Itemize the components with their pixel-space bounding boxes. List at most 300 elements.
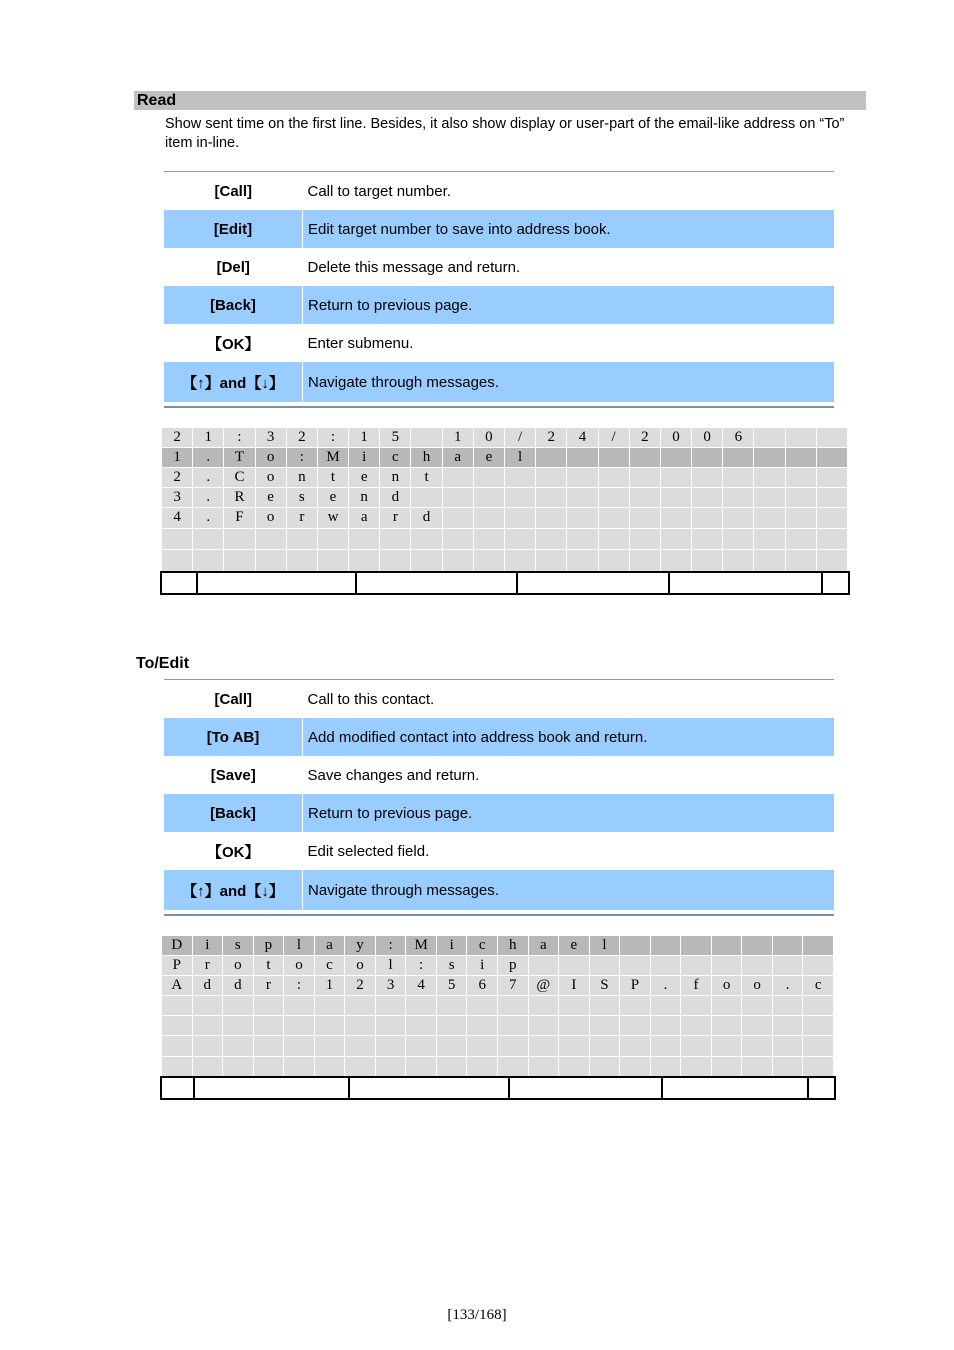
lcd-cell xyxy=(773,936,804,956)
lcd-cell: d xyxy=(223,976,254,996)
table-row xyxy=(164,680,834,718)
key-label: 【OK】 xyxy=(206,335,260,353)
lcd-cell: 4 xyxy=(567,428,598,448)
lcd-cell: a xyxy=(349,508,380,529)
lcd-cell xyxy=(803,956,834,976)
lcd-cell: P xyxy=(620,976,651,996)
lcd-cell xyxy=(349,529,380,550)
lcd-cell xyxy=(315,1016,346,1036)
lcd-cell xyxy=(817,529,848,550)
lcd-cell xyxy=(773,956,804,976)
lcd-cell xyxy=(443,488,474,508)
lcd-cell xyxy=(345,1057,376,1078)
softkey-slot xyxy=(663,1078,809,1098)
lcd-cell xyxy=(786,468,817,488)
lcd-cell: c xyxy=(315,956,346,976)
lcd-cell: 2 xyxy=(162,468,193,488)
softkey-slot xyxy=(350,1078,510,1098)
lcd-cell xyxy=(692,448,723,468)
lcd-cell: 2 xyxy=(162,428,193,448)
lcd-cell: e xyxy=(318,488,349,508)
lcd-cell xyxy=(599,488,630,508)
lcd-cell xyxy=(567,468,598,488)
lcd-cell: o xyxy=(256,468,287,488)
lcd-cell: d xyxy=(193,976,224,996)
lcd-cell: 0 xyxy=(661,428,692,448)
table-bottom-rule xyxy=(164,914,834,916)
lcd-cell xyxy=(599,550,630,572)
lcd-cell: t xyxy=(254,956,285,976)
lcd-cell xyxy=(786,550,817,572)
lcd-cell xyxy=(193,1016,224,1036)
lcd-cell xyxy=(661,468,692,488)
lcd-cell: n xyxy=(380,468,411,488)
lcd-cell: : xyxy=(318,428,349,448)
key-label: [Back] xyxy=(164,286,303,324)
lcd-cell xyxy=(315,1057,346,1078)
lcd-cell xyxy=(162,1057,193,1078)
lcd-cell xyxy=(630,488,661,508)
key-description: Enter submenu. xyxy=(307,334,414,352)
softkey-slot xyxy=(823,573,848,593)
lcd-cell xyxy=(723,550,754,572)
lcd-cell xyxy=(256,529,287,550)
lcd-cell: 3 xyxy=(162,488,193,508)
lcd-cell xyxy=(406,1036,437,1057)
lcd-cell xyxy=(630,508,661,529)
lcd-cell xyxy=(443,529,474,550)
lcd-cell xyxy=(651,1016,682,1036)
lcd-cell xyxy=(349,550,380,572)
lcd-cell: a xyxy=(529,936,560,956)
lcd-cell xyxy=(712,996,743,1016)
section-title-to-edit: To/Edit xyxy=(136,655,190,672)
lcd-cell: e xyxy=(256,488,287,508)
read-key-table xyxy=(164,172,834,402)
lcd-cell xyxy=(723,508,754,529)
key-label: [Del] xyxy=(216,258,250,276)
lcd-cell: S xyxy=(590,976,621,996)
lcd-cell: p xyxy=(498,956,529,976)
lcd-cell xyxy=(536,529,567,550)
lcd-cell xyxy=(712,1016,743,1036)
lcd-cell: 0 xyxy=(474,428,505,448)
lcd-cell: C xyxy=(224,468,255,488)
lcd-cell xyxy=(284,996,315,1016)
lcd-cell xyxy=(817,428,848,448)
lcd-cell: . xyxy=(193,508,224,529)
key-description: Call to this contact. xyxy=(307,690,435,708)
lcd-cell xyxy=(817,448,848,468)
lcd-cell: I xyxy=(559,976,590,996)
lcd-cell: t xyxy=(318,468,349,488)
lcd-cell: d xyxy=(411,508,442,529)
lcd-cell: l xyxy=(284,936,315,956)
lcd-cell xyxy=(681,1036,712,1057)
lcd-cell xyxy=(162,529,193,550)
lcd-cell xyxy=(681,936,712,956)
lcd-cell xyxy=(193,550,224,572)
lcd-cell: s xyxy=(287,488,318,508)
lcd-cell xyxy=(406,996,437,1016)
table-row xyxy=(164,324,834,362)
lcd-cell: / xyxy=(599,428,630,448)
lcd-cell xyxy=(630,448,661,468)
lcd-cell xyxy=(773,1057,804,1078)
lcd-cell: : xyxy=(376,936,407,956)
softkey-slot xyxy=(809,1078,834,1098)
lcd-cell xyxy=(559,1036,590,1057)
lcd-cell xyxy=(630,550,661,572)
lcd-cell: R xyxy=(224,488,255,508)
lcd-cell xyxy=(411,488,442,508)
softkey-slot xyxy=(357,573,518,593)
lcd-cell xyxy=(742,936,773,956)
lcd-cell xyxy=(376,1057,407,1078)
lcd-cell xyxy=(599,529,630,550)
lcd-cell: e xyxy=(559,936,590,956)
key-description: Navigate through messages. xyxy=(303,362,835,402)
lcd-cell: l xyxy=(505,448,536,468)
lcd-cell xyxy=(223,1036,254,1057)
lcd-cell xyxy=(284,1036,315,1057)
lcd-cell xyxy=(529,1016,560,1036)
to-edit-softkey-bar xyxy=(160,1076,836,1100)
lcd-cell: a xyxy=(443,448,474,468)
table-row xyxy=(164,832,834,870)
lcd-cell xyxy=(443,508,474,529)
lcd-cell xyxy=(411,529,442,550)
lcd-cell xyxy=(742,1016,773,1036)
lcd-cell xyxy=(754,508,785,529)
lcd-cell xyxy=(376,1016,407,1036)
lcd-cell xyxy=(773,1016,804,1036)
lcd-cell xyxy=(224,529,255,550)
lcd-cell xyxy=(254,1016,285,1036)
key-description: Return to previous page. xyxy=(303,794,835,832)
lcd-cell xyxy=(681,1057,712,1078)
lcd-cell xyxy=(505,529,536,550)
lcd-cell: n xyxy=(349,488,380,508)
lcd-cell xyxy=(712,956,743,976)
lcd-cell xyxy=(376,996,407,1016)
lcd-cell xyxy=(681,1016,712,1036)
lcd-cell xyxy=(742,956,773,976)
lcd-cell xyxy=(786,428,817,448)
read-description: Show sent time on the first line. Besides, it also show display or user-part of the email-like address on “To” item in-line. xyxy=(165,116,845,151)
table-row xyxy=(164,870,834,910)
lcd-cell xyxy=(692,508,723,529)
lcd-cell: 2 xyxy=(345,976,376,996)
lcd-cell xyxy=(411,428,442,448)
lcd-cell xyxy=(437,1036,468,1057)
lcd-cell xyxy=(803,936,834,956)
softkey-slot xyxy=(518,573,670,593)
lcd-cell xyxy=(567,448,598,468)
lcd-cell xyxy=(529,1057,560,1078)
to-edit-lcd-screen xyxy=(162,936,834,1078)
table-row xyxy=(164,362,834,402)
lcd-cell xyxy=(803,1057,834,1078)
lcd-cell: 6 xyxy=(467,976,498,996)
lcd-cell: o xyxy=(712,976,743,996)
lcd-cell: 3 xyxy=(376,976,407,996)
lcd-cell: 1 xyxy=(349,428,380,448)
lcd-cell xyxy=(620,936,651,956)
key-description: Save changes and return. xyxy=(307,766,480,784)
lcd-cell: r xyxy=(254,976,285,996)
lcd-cell xyxy=(437,1057,468,1078)
lcd-cell: h xyxy=(498,936,529,956)
lcd-cell: 1 xyxy=(193,428,224,448)
lcd-cell: o xyxy=(256,508,287,529)
lcd-cell xyxy=(630,529,661,550)
lcd-cell xyxy=(786,488,817,508)
lcd-cell xyxy=(754,428,785,448)
key-description: Navigate through messages. xyxy=(303,870,835,910)
lcd-cell: 5 xyxy=(437,976,468,996)
lcd-cell: 1 xyxy=(162,448,193,468)
lcd-cell xyxy=(536,508,567,529)
lcd-cell xyxy=(256,550,287,572)
lcd-cell xyxy=(287,529,318,550)
lcd-cell xyxy=(467,996,498,1016)
lcd-cell xyxy=(536,448,567,468)
lcd-cell xyxy=(529,1036,560,1057)
lcd-cell xyxy=(567,550,598,572)
lcd-cell xyxy=(754,550,785,572)
key-label: [Call] xyxy=(214,182,252,200)
lcd-cell xyxy=(712,936,743,956)
lcd-cell: o xyxy=(256,448,287,468)
lcd-cell xyxy=(599,508,630,529)
key-label: 【↑】and【↓】 xyxy=(164,362,303,402)
lcd-cell xyxy=(620,1016,651,1036)
lcd-cell: o xyxy=(345,956,376,976)
lcd-cell xyxy=(692,529,723,550)
lcd-cell xyxy=(162,996,193,1016)
lcd-cell xyxy=(742,996,773,1016)
lcd-cell xyxy=(505,508,536,529)
lcd-cell: e xyxy=(474,448,505,468)
table-row xyxy=(164,248,834,286)
lcd-cell xyxy=(474,468,505,488)
lcd-cell xyxy=(590,996,621,1016)
lcd-cell: h xyxy=(411,448,442,468)
table-row xyxy=(164,172,834,210)
lcd-cell xyxy=(773,996,804,1016)
lcd-cell: . xyxy=(193,448,224,468)
lcd-cell: D xyxy=(162,936,193,956)
lcd-cell xyxy=(193,529,224,550)
lcd-cell xyxy=(529,996,560,1016)
lcd-cell xyxy=(754,529,785,550)
lcd-cell xyxy=(754,448,785,468)
lcd-cell xyxy=(284,1057,315,1078)
lcd-cell: T xyxy=(224,448,255,468)
lcd-cell: i xyxy=(349,448,380,468)
lcd-cell: s xyxy=(223,936,254,956)
lcd-cell xyxy=(754,488,785,508)
lcd-cell: a xyxy=(315,936,346,956)
lcd-cell xyxy=(254,1036,285,1057)
lcd-cell xyxy=(193,1057,224,1078)
lcd-cell xyxy=(318,550,349,572)
lcd-cell: n xyxy=(287,468,318,488)
key-label: [Call] xyxy=(214,690,252,708)
lcd-cell xyxy=(345,996,376,1016)
lcd-cell xyxy=(559,1016,590,1036)
table-row xyxy=(164,286,834,324)
lcd-cell xyxy=(498,1057,529,1078)
lcd-cell xyxy=(723,448,754,468)
lcd-cell: f xyxy=(681,976,712,996)
lcd-cell xyxy=(599,468,630,488)
lcd-cell: F xyxy=(224,508,255,529)
lcd-cell xyxy=(803,1036,834,1057)
lcd-cell xyxy=(287,550,318,572)
lcd-cell xyxy=(590,1016,621,1036)
lcd-cell xyxy=(443,468,474,488)
lcd-cell xyxy=(742,1057,773,1078)
lcd-cell: 4 xyxy=(162,508,193,529)
softkey-slot xyxy=(670,573,823,593)
lcd-cell xyxy=(773,1036,804,1057)
lcd-cell xyxy=(505,468,536,488)
lcd-cell: . xyxy=(193,468,224,488)
key-description: Add modified contact into address book and return. xyxy=(303,718,835,756)
lcd-cell xyxy=(406,1016,437,1036)
table-row xyxy=(164,794,834,832)
to-edit-key-table xyxy=(164,680,834,910)
lcd-cell: c xyxy=(803,976,834,996)
lcd-cell: 2 xyxy=(630,428,661,448)
lcd-cell xyxy=(590,956,621,976)
lcd-cell xyxy=(536,468,567,488)
lcd-cell xyxy=(661,550,692,572)
key-label: 【↑】and【↓】 xyxy=(164,870,303,910)
lcd-cell: d xyxy=(380,488,411,508)
lcd-cell: c xyxy=(467,936,498,956)
lcd-cell xyxy=(651,936,682,956)
lcd-cell xyxy=(692,550,723,572)
lcd-cell xyxy=(661,529,692,550)
lcd-cell xyxy=(630,468,661,488)
lcd-cell: i xyxy=(193,936,224,956)
softkey-slot xyxy=(162,1078,195,1098)
lcd-cell: : xyxy=(287,448,318,468)
lcd-cell xyxy=(467,1036,498,1057)
softkey-slot xyxy=(195,1078,350,1098)
lcd-cell: o xyxy=(742,976,773,996)
lcd-cell: 5 xyxy=(380,428,411,448)
lcd-cell xyxy=(817,488,848,508)
lcd-cell xyxy=(406,1057,437,1078)
lcd-cell xyxy=(536,550,567,572)
lcd-cell xyxy=(223,1016,254,1036)
key-label: 【OK】 xyxy=(206,843,260,861)
lcd-cell: s xyxy=(437,956,468,976)
lcd-cell xyxy=(620,996,651,1016)
lcd-cell xyxy=(661,448,692,468)
lcd-cell xyxy=(712,1057,743,1078)
lcd-cell xyxy=(437,996,468,1016)
lcd-cell xyxy=(474,529,505,550)
lcd-cell xyxy=(681,956,712,976)
lcd-cell xyxy=(803,1016,834,1036)
lcd-cell xyxy=(712,1036,743,1057)
lcd-cell: l xyxy=(376,956,407,976)
lcd-cell: 7 xyxy=(498,976,529,996)
lcd-cell: 2 xyxy=(536,428,567,448)
lcd-cell xyxy=(620,1057,651,1078)
softkey-slot xyxy=(162,573,198,593)
key-label: [Save] xyxy=(210,766,256,784)
lcd-cell xyxy=(536,488,567,508)
lcd-cell xyxy=(223,1057,254,1078)
lcd-cell: o xyxy=(223,956,254,976)
lcd-cell xyxy=(567,508,598,529)
lcd-cell: c xyxy=(380,448,411,468)
lcd-cell xyxy=(590,1057,621,1078)
lcd-cell xyxy=(376,1036,407,1057)
lcd-cell xyxy=(437,1016,468,1036)
key-label: [Back] xyxy=(164,794,303,832)
lcd-cell: y xyxy=(345,936,376,956)
lcd-cell xyxy=(723,529,754,550)
lcd-cell: P xyxy=(162,956,193,976)
lcd-cell xyxy=(467,1057,498,1078)
lcd-cell xyxy=(559,996,590,1016)
lcd-cell xyxy=(786,448,817,468)
lcd-cell: A xyxy=(162,976,193,996)
lcd-cell xyxy=(723,488,754,508)
lcd-cell: r xyxy=(287,508,318,529)
lcd-cell: i xyxy=(437,936,468,956)
lcd-cell xyxy=(505,488,536,508)
lcd-cell xyxy=(474,508,505,529)
table-bottom-rule xyxy=(164,406,834,408)
lcd-cell xyxy=(723,468,754,488)
lcd-cell xyxy=(223,996,254,1016)
lcd-cell xyxy=(651,956,682,976)
lcd-cell: w xyxy=(318,508,349,529)
lcd-cell xyxy=(315,996,346,1016)
lcd-cell xyxy=(443,550,474,572)
lcd-cell xyxy=(692,488,723,508)
lcd-cell: 0 xyxy=(692,428,723,448)
lcd-cell xyxy=(505,550,536,572)
lcd-cell xyxy=(467,1016,498,1036)
lcd-cell xyxy=(817,508,848,529)
lcd-cell xyxy=(651,1057,682,1078)
lcd-cell xyxy=(498,1016,529,1036)
page-number: [133/168] xyxy=(447,1307,507,1323)
lcd-cell xyxy=(786,508,817,529)
lcd-cell xyxy=(599,448,630,468)
table-row xyxy=(164,756,834,794)
softkey-slot xyxy=(510,1078,663,1098)
lcd-cell: : xyxy=(406,956,437,976)
lcd-cell xyxy=(224,550,255,572)
lcd-cell xyxy=(786,529,817,550)
lcd-cell xyxy=(567,488,598,508)
lcd-cell xyxy=(559,956,590,976)
lcd-cell xyxy=(817,550,848,572)
lcd-cell xyxy=(498,1036,529,1057)
lcd-cell: . xyxy=(651,976,682,996)
lcd-cell xyxy=(380,529,411,550)
